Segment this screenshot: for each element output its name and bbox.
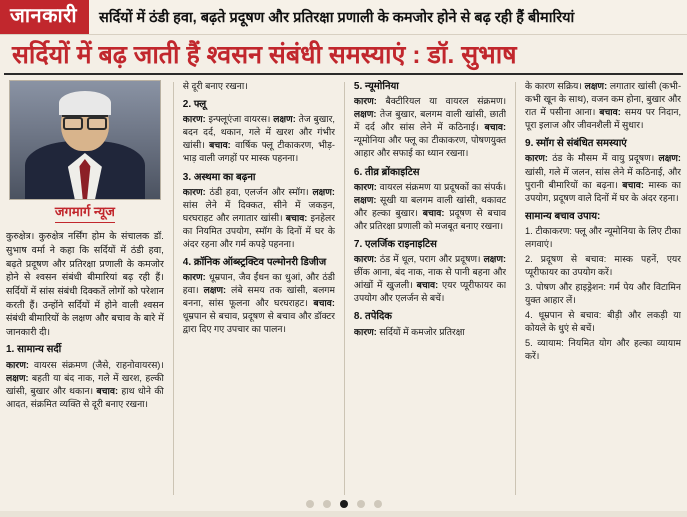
section-7-title <box>354 238 506 252</box>
section-6-number: 6. <box>353 166 363 178</box>
section-4-title <box>183 256 335 270</box>
section-2-heading: फ्लू <box>193 99 207 111</box>
prevention-item: 3. पोषण और हाइड्रेशन: गर्म पेय और विटामिन युक्त आहार लें। <box>525 282 681 306</box>
section-2-number: 2. <box>182 99 192 111</box>
page-title: सर्दियों में बढ़ जाती हैं श्वसन संबंधी समस्याएं : डॉ. सुभाष <box>4 35 683 75</box>
lead-paragraph: कुरुक्षेत्र। कुरुक्षेत्र नर्सिंग होम के संचालक डॉ. सुभाष वर्मा ने कहा कि सर्दियों में ठंडी हवा, बढ़ते प्रदूषण और प्रतिरक्षा प्रणाली के कमजोर होने से श्वसन संबंधी बीमारियां बढ़ रही हैं। सर्दियों में सांस संबंधी दिक्कतें लोगों को परेशान करती हैं। उन्होंने सर्दियों में होने वाली श्वसन संबंधी बीमारियों के लक्षण और बचाव के बारे में जानकारी दी। <box>6 230 164 337</box>
source-logo <box>10 203 160 223</box>
section-1-heading: सामान्य सर्दी <box>17 344 62 356</box>
section-1 <box>6 343 164 410</box>
section-5-body: कारण: बैक्टीरियल या वायरल संक्रमण। लक्षण: तेज बुखार, बलगम वाली खांसी, छाती में दर्द और सांस लेने में कठिनाई। बचाव: न्यूमोनिया और फ्लू का टीकाकरण, पोषणयुक्त आहार और सफाई का ध्यान रखना। <box>353 96 507 159</box>
section-8-body-start: कारण: सर्दियों में कमजोर प्रतिरक्षा <box>353 326 465 337</box>
section-3-number: 3. <box>182 171 192 183</box>
section-3-heading: अस्थमा का बढ़ना <box>193 171 256 183</box>
section-6 <box>354 166 506 233</box>
section-3-title <box>183 171 335 185</box>
column-2 <box>183 80 335 495</box>
doctor-photo <box>9 80 161 200</box>
section-4 <box>183 256 335 337</box>
section-1-number: 1. <box>6 344 15 356</box>
section-8 <box>354 310 506 338</box>
section-5 <box>354 80 506 161</box>
section-6-body: कारण: वायरल संक्रमण या प्रदूषकों का संपर्क। लक्षण: सूखी या बलगम वाली खांसी, थकावट और हल्का बुखार। बचाव: प्रदूषण से बचाव और प्रतिरक्षा प्रणाली को मजबूत बनाए रखना। <box>353 181 507 231</box>
section-9-title <box>525 137 681 151</box>
prevention-item: 4. धूम्रपान से बचाव: बीड़ी और लकड़ी या कोयले के धुएं से बचें। <box>525 310 681 334</box>
section-2-title <box>183 98 335 112</box>
section-4-number: 4. <box>182 257 192 268</box>
section-1-title <box>6 343 164 357</box>
section-7-heading: एलर्जिक राइनाइटिस <box>365 238 437 250</box>
prevention-item: 2. प्रदूषण से बचाव: मास्क पहनें, एयर प्यूरीफायर का उपयोग करें। <box>525 254 681 278</box>
divider-2 <box>344 82 345 495</box>
section-7 <box>354 238 506 305</box>
section-5-title <box>354 80 506 94</box>
section-8-title <box>354 310 506 324</box>
section-8-number: 8. <box>353 311 363 323</box>
column-1 <box>6 80 164 495</box>
section-4-body: कारण: धूम्रपान, जैव ईंधन का धुआं, और ठंडी हवा। लक्षण: लंबे समय तक खांसी, बलगम बनना, सांस फूलना और घरघराहट। बचाव: धूम्रपान से बचाव, प्रदूषण से बचाव और डॉक्टर द्वारा दिए गए उपचार का पालन। <box>182 272 335 335</box>
section-8-body-continued: के कारण सक्रिय। लक्षण: लगातार खांसी (कभी-कभी खून के साथ), वजन कम होना, बुखार और रात में पसीना आना। बचाव: समय पर निदान, पूरा इलाज और जीवनशैली में सुधार। <box>525 81 681 131</box>
section-6-title <box>354 166 506 180</box>
page-indicator[interactable] <box>0 500 687 508</box>
section-3 <box>183 171 335 252</box>
banner-subtitle: सर्दियों में ठंडी हवा, बढ़ते प्रदूषण और प्रतिरक्षा प्रणाली के कमजोर होने से बढ़ रही हैं बीमारियां <box>99 10 575 26</box>
section-9-body: कारण: ठंड के मौसम में वायु प्रदूषण। लक्षण: खांसी, गले में जलन, सांस लेने में कठिनाई, और पुरानी बीमारियों का बढ़ना। बचाव: मास्क का उपयोग, प्रदूषण वाले दिनों में घर के अंदर रहना। <box>525 153 681 203</box>
page-dot[interactable] <box>357 500 365 508</box>
section-3-body: कारण: ठंडी हवा, एलर्जन और स्मॉग। लक्षण: सांस लेने में दिक्कत, सीने में जकड़न, घरघराहट और लगातार खांसी। बचाव: इनहेलर का नियमित उपयोग, स्मॉग के दिनों में घर के अंदर रहना और गर्म कपड़े पहनना। <box>182 186 335 249</box>
prevention-block <box>525 210 681 364</box>
divider-1 <box>173 82 174 495</box>
section-9-heading: स्मॉग से संबंधित समस्याएं <box>536 138 627 150</box>
column-3 <box>354 80 506 495</box>
section-5-heading: न्यूमोनिया <box>365 81 399 92</box>
section-7-number: 7. <box>353 238 363 250</box>
section-4-heading: क्रॉनिक ऑब्स्ट्रक्टिव पल्मोनरी डिजीज <box>193 257 327 268</box>
section-9-number: 9. <box>525 138 534 150</box>
prevention-item: 1. टीकाकरण: फ्लू और न्यूमोनिया के लिए टीका लगवाएं। <box>525 225 681 249</box>
source-logo-text: जगमार्ग न्यूज <box>55 203 115 223</box>
section-1-body: कारण: वायरस संक्रमण (जैसे, राहनोवायरस)। लक्षण: बहती या बंद नाक, गले में खरश, हल्की खांसी, बुखार और थकान। बचाव: हाथ धोने की आदत, संक्रमित व्यक्ति से दूरी बनाए रखना। <box>6 359 164 409</box>
prevention-item: 5. व्यायाम: नियमित योग और हल्का व्यायाम करें। <box>525 338 681 362</box>
page-dot[interactable] <box>374 500 382 508</box>
page-dot[interactable] <box>323 500 331 508</box>
banner-tag: जानकारी <box>0 0 89 34</box>
article-columns <box>0 75 687 495</box>
section-5-number: 5. <box>353 81 363 92</box>
top-banner <box>0 0 687 35</box>
column-4 <box>525 80 681 495</box>
section-2 <box>183 98 335 165</box>
page-dot-active[interactable] <box>340 500 348 508</box>
section-8-heading: तपेदिक <box>365 311 392 323</box>
page-dot[interactable] <box>306 500 314 508</box>
section-2-body: कारण: इन्फ्लूएंजा वायरस। लक्षण: तेज बुखार, बदन दर्द, थकान, गले में खरश और गंभीर खांसी। बचाव: वार्षिक फ्लू टीकाकरण, भीड़-भाड़ वाली जगहों पर मास्क पहनना। <box>182 114 335 164</box>
bottom-strip <box>0 511 687 517</box>
lead-continuation: से दूरी बनाए रखना। <box>182 81 248 91</box>
prevention-title: सामान्य बचाव उपाय: <box>525 210 601 222</box>
section-6-heading: तीव्र ब्रोंकाइटिस <box>365 166 420 178</box>
divider-3 <box>515 82 516 495</box>
section-9 <box>525 137 681 204</box>
section-7-body: कारण: ठंड में धूल, पराग और प्रदूषण। लक्षण: छींक आना, बंद नाक, नाक से पानी बहना और आंखों में खुजली। बचाव: एयर प्यूरीफायर का उपयोग और एलर्जन से बचें। <box>353 254 507 304</box>
